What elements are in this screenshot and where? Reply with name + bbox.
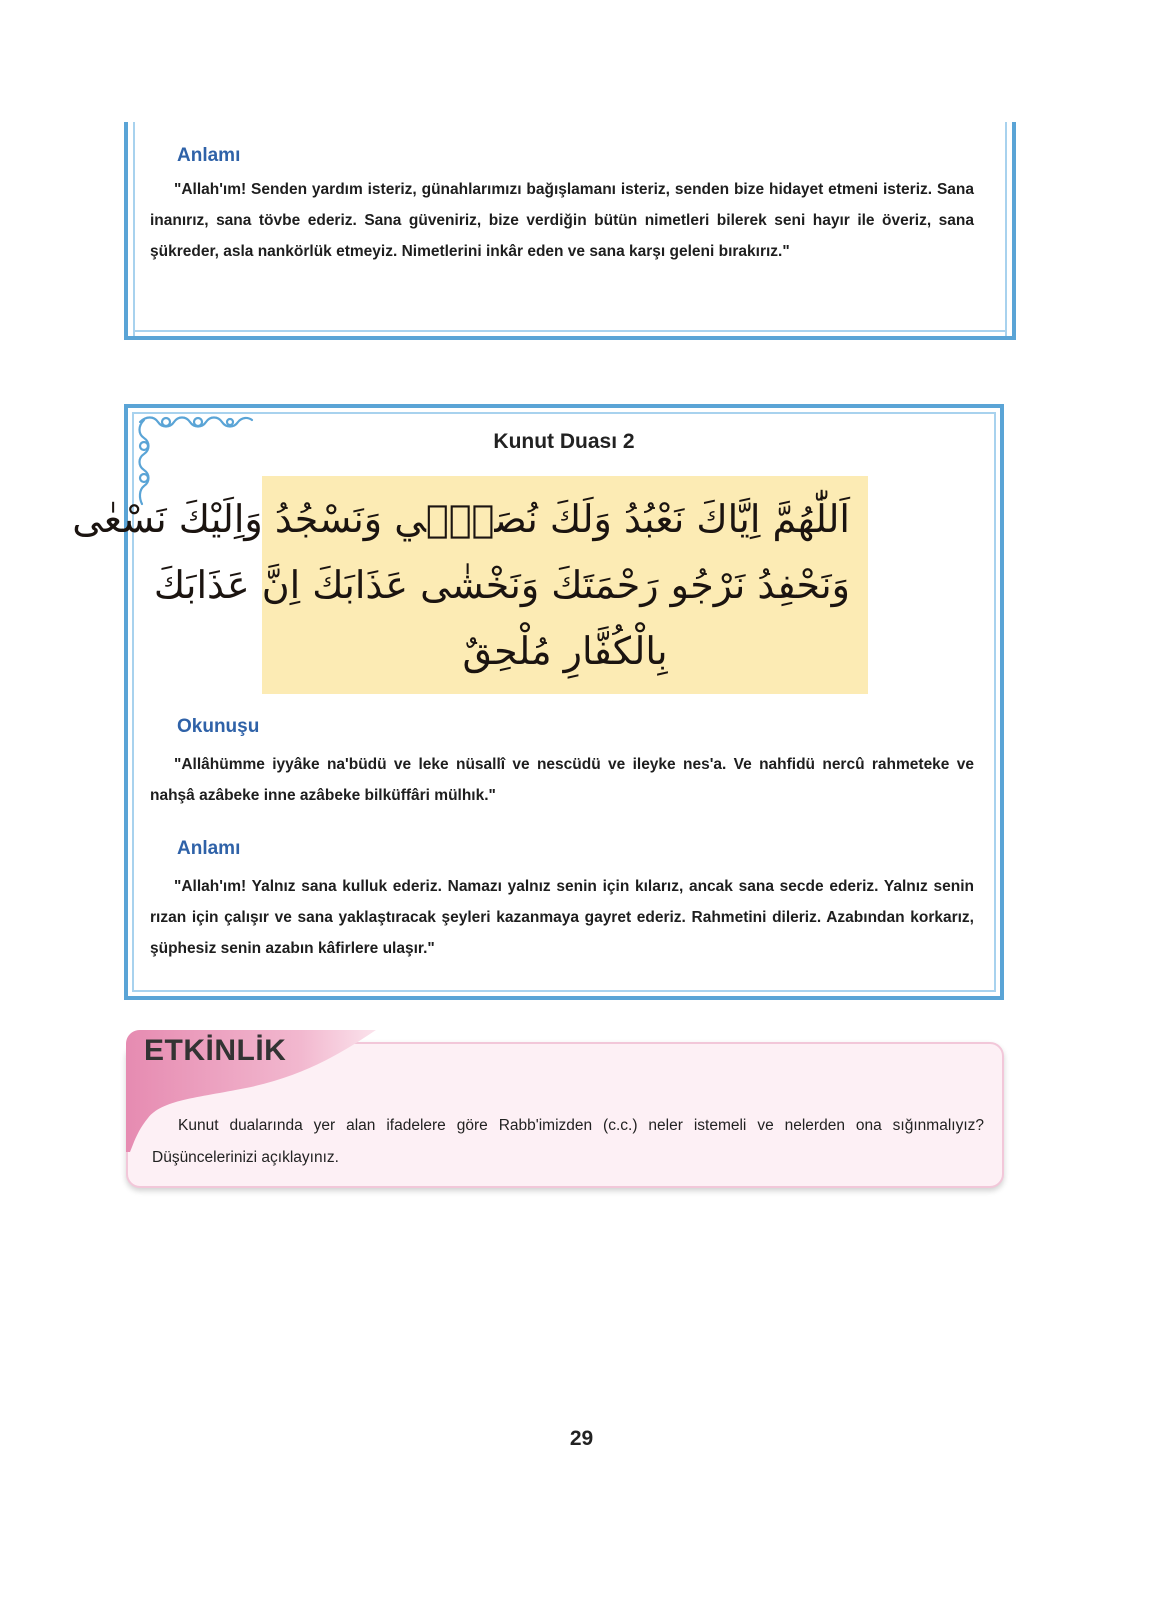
arabic-text-panel	[72, 476, 868, 694]
activity-box	[126, 1030, 1006, 1190]
meaning-text-top: "Allah'ım! Senden yardım isteriz, günahlarımızı bağışlamanı isteriz, senden bize hidayet etmeni isteriz. Sana inanırız, sana tövbe ederiz. Sana güveniriz, bize verdiğin bütün nimetleri bilerek seni hayır ile överiz, sana şükreder, asla nankörlük etmeyiz. Nimetlerini inkâr eden ve sana karşı geleni bırakırız."	[150, 181, 974, 260]
dua-title: Kunut Duası 2	[493, 430, 635, 453]
meaning-heading-top: Anlamı	[177, 145, 241, 166]
page-number: 29	[569, 1427, 594, 1450]
activity-title: ETKİNLİK	[144, 1034, 287, 1067]
reading-text: "Allâhümme iyyâke na'büdü ve leke nüsallî ve nescüdü ve ileyke nes'a. Ve nahfidü nercû rahmeteke ve nahşâ azâbeke inne azâbeke bilküffâri mülhık."	[150, 756, 974, 804]
meaning-heading: Anlamı	[177, 838, 241, 859]
arabic-line-2: وَنَحْفِدُ نَرْجُو رَحْمَتَكَ وَنَخْشٰى عَذَابَكَ اِنَّ عَذَابَكَ	[153, 563, 850, 607]
meaning-text: "Allah'ım! Yalnız sana kulluk ederiz. Namazı yalnız senin için kılarız, ancak sana secde ederiz. Yalnız senin rızan için çalışır ve sana yaklaştıracak şeyleri kazanmaya gayret ederiz. Rahmetini dileriz. Azabından korkarız, şüphesiz senin azabın kâfirlere ulaşır."	[150, 878, 974, 957]
activity-text: Kunut dualarında yer alan ifadelere göre Rabb'imizden (c.c.) neler istemeli ve nelerden ona sığınmalıyız? Düşüncelerinizi açıklayınız.	[152, 1117, 984, 1166]
arabic-line-1: اَللّٰهُمَّ اِيَّاكَ نَعْبُدُ وَلَكَ نُصَلّ۪ي وَنَسْجُدُ وَاِلَيْكَ نَسْعٰى	[72, 497, 850, 541]
arabic-line-3: بِالْكُفَّارِ مُلْحِقٌ	[462, 629, 668, 673]
reading-heading: Okunuşu	[177, 716, 260, 737]
